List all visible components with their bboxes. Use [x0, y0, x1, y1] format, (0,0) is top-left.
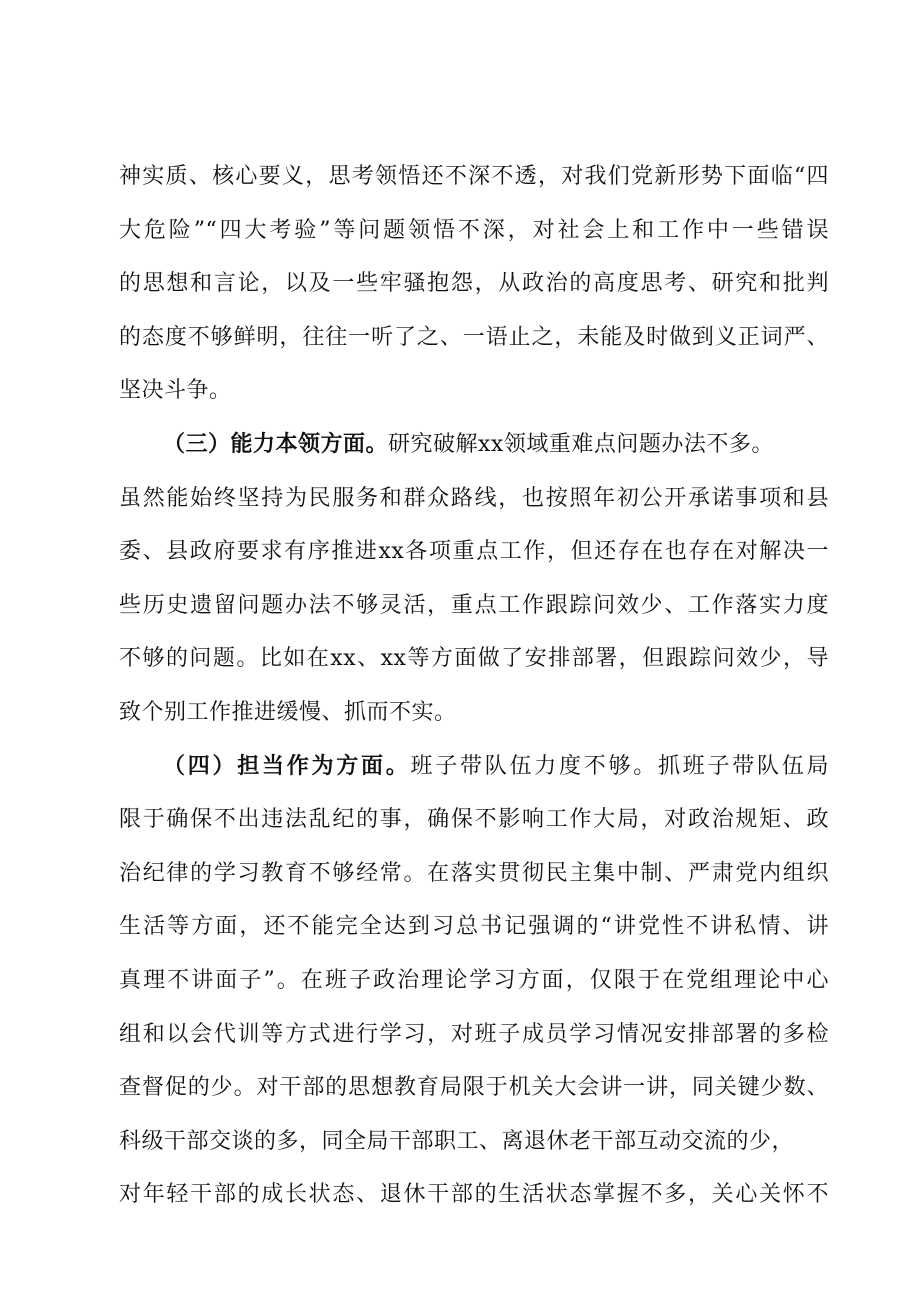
- text-run: 班子带队伍力度不够。抓班子带队伍局: [410, 753, 829, 779]
- text-line: 些历史遗留问题办法不够灵活，重点工作跟踪问效少、工作落实力度: [119, 592, 829, 618]
- text-line: 大危险”“四大考验”等问题领悟不深，对社会上和工作中一些错误: [119, 217, 829, 243]
- text-line: 不够的问题。比如在xx、xx等方面做了安排部署，但跟踪问效少，导: [119, 646, 829, 672]
- text-line: 治纪律的学习教育不够经常。在落实贯彻民主集中制、严肃党内组织: [119, 860, 829, 886]
- text-line: 查督促的少。对干部的思想教育局限于机关大会讲一讲，同关键少数、: [119, 1075, 829, 1101]
- text-line: 致个别工作推进缓慢、抓而不实。: [119, 699, 457, 725]
- body-text: [119, 150, 829, 1222]
- text-line: 坚决斗争。: [119, 378, 232, 404]
- section-heading-responsibility: （四）担当作为方面。: [163, 752, 411, 779]
- text-line: [119, 418, 829, 472]
- text-line: 科级干部交谈的多，同全局干部职工、离退休老干部互动交流的少，: [119, 1128, 795, 1154]
- text-line: 生活等方面，还不能完全达到习总书记强调的“讲党性不讲私情、讲: [119, 914, 829, 940]
- text-line: 对年轻干部的成长状态、退休干部的生活状态掌握不多，关心关怀不: [119, 1182, 829, 1208]
- section-heading-ability: （三）能力本领方面。: [163, 430, 389, 457]
- paragraph-intro: [119, 150, 829, 418]
- text-line: 组和以会代训等方式进行学习，对班子成员学习情况安排部署的多检: [119, 1021, 829, 1047]
- text-line: 的思想和言论，以及一些牢骚抱怨，从政治的高度思考、研究和批判: [119, 271, 829, 297]
- text-line: 真理不讲面子”。在班子政治理论学习方面，仅限于在党组理论中心: [119, 967, 829, 993]
- text-line: 委、县政府要求有序推进xx各项重点工作，但还存在也存在对解决一: [119, 539, 829, 565]
- text-line: 神实质、核心要义，思考领悟还不深不透，对我们党新形势下面临“四: [119, 164, 829, 189]
- paragraph-responsibility: [119, 740, 829, 1222]
- text-line: 限于确保不出违法乱纪的事，确保不影响工作大局，对政治规矩、政: [119, 807, 829, 833]
- text-line: 虽然能始终坚持为民服务和群众路线，也按照年初公开承诺事项和县: [119, 485, 829, 511]
- text-run: 研究破解xx领域重难点问题办法不多。: [388, 431, 774, 457]
- text-line: 的态度不够鲜明，往往一听了之、一语止之，未能及时做到义正词严、: [119, 324, 829, 350]
- paragraph-ability: [119, 418, 829, 740]
- text-line: [119, 740, 829, 794]
